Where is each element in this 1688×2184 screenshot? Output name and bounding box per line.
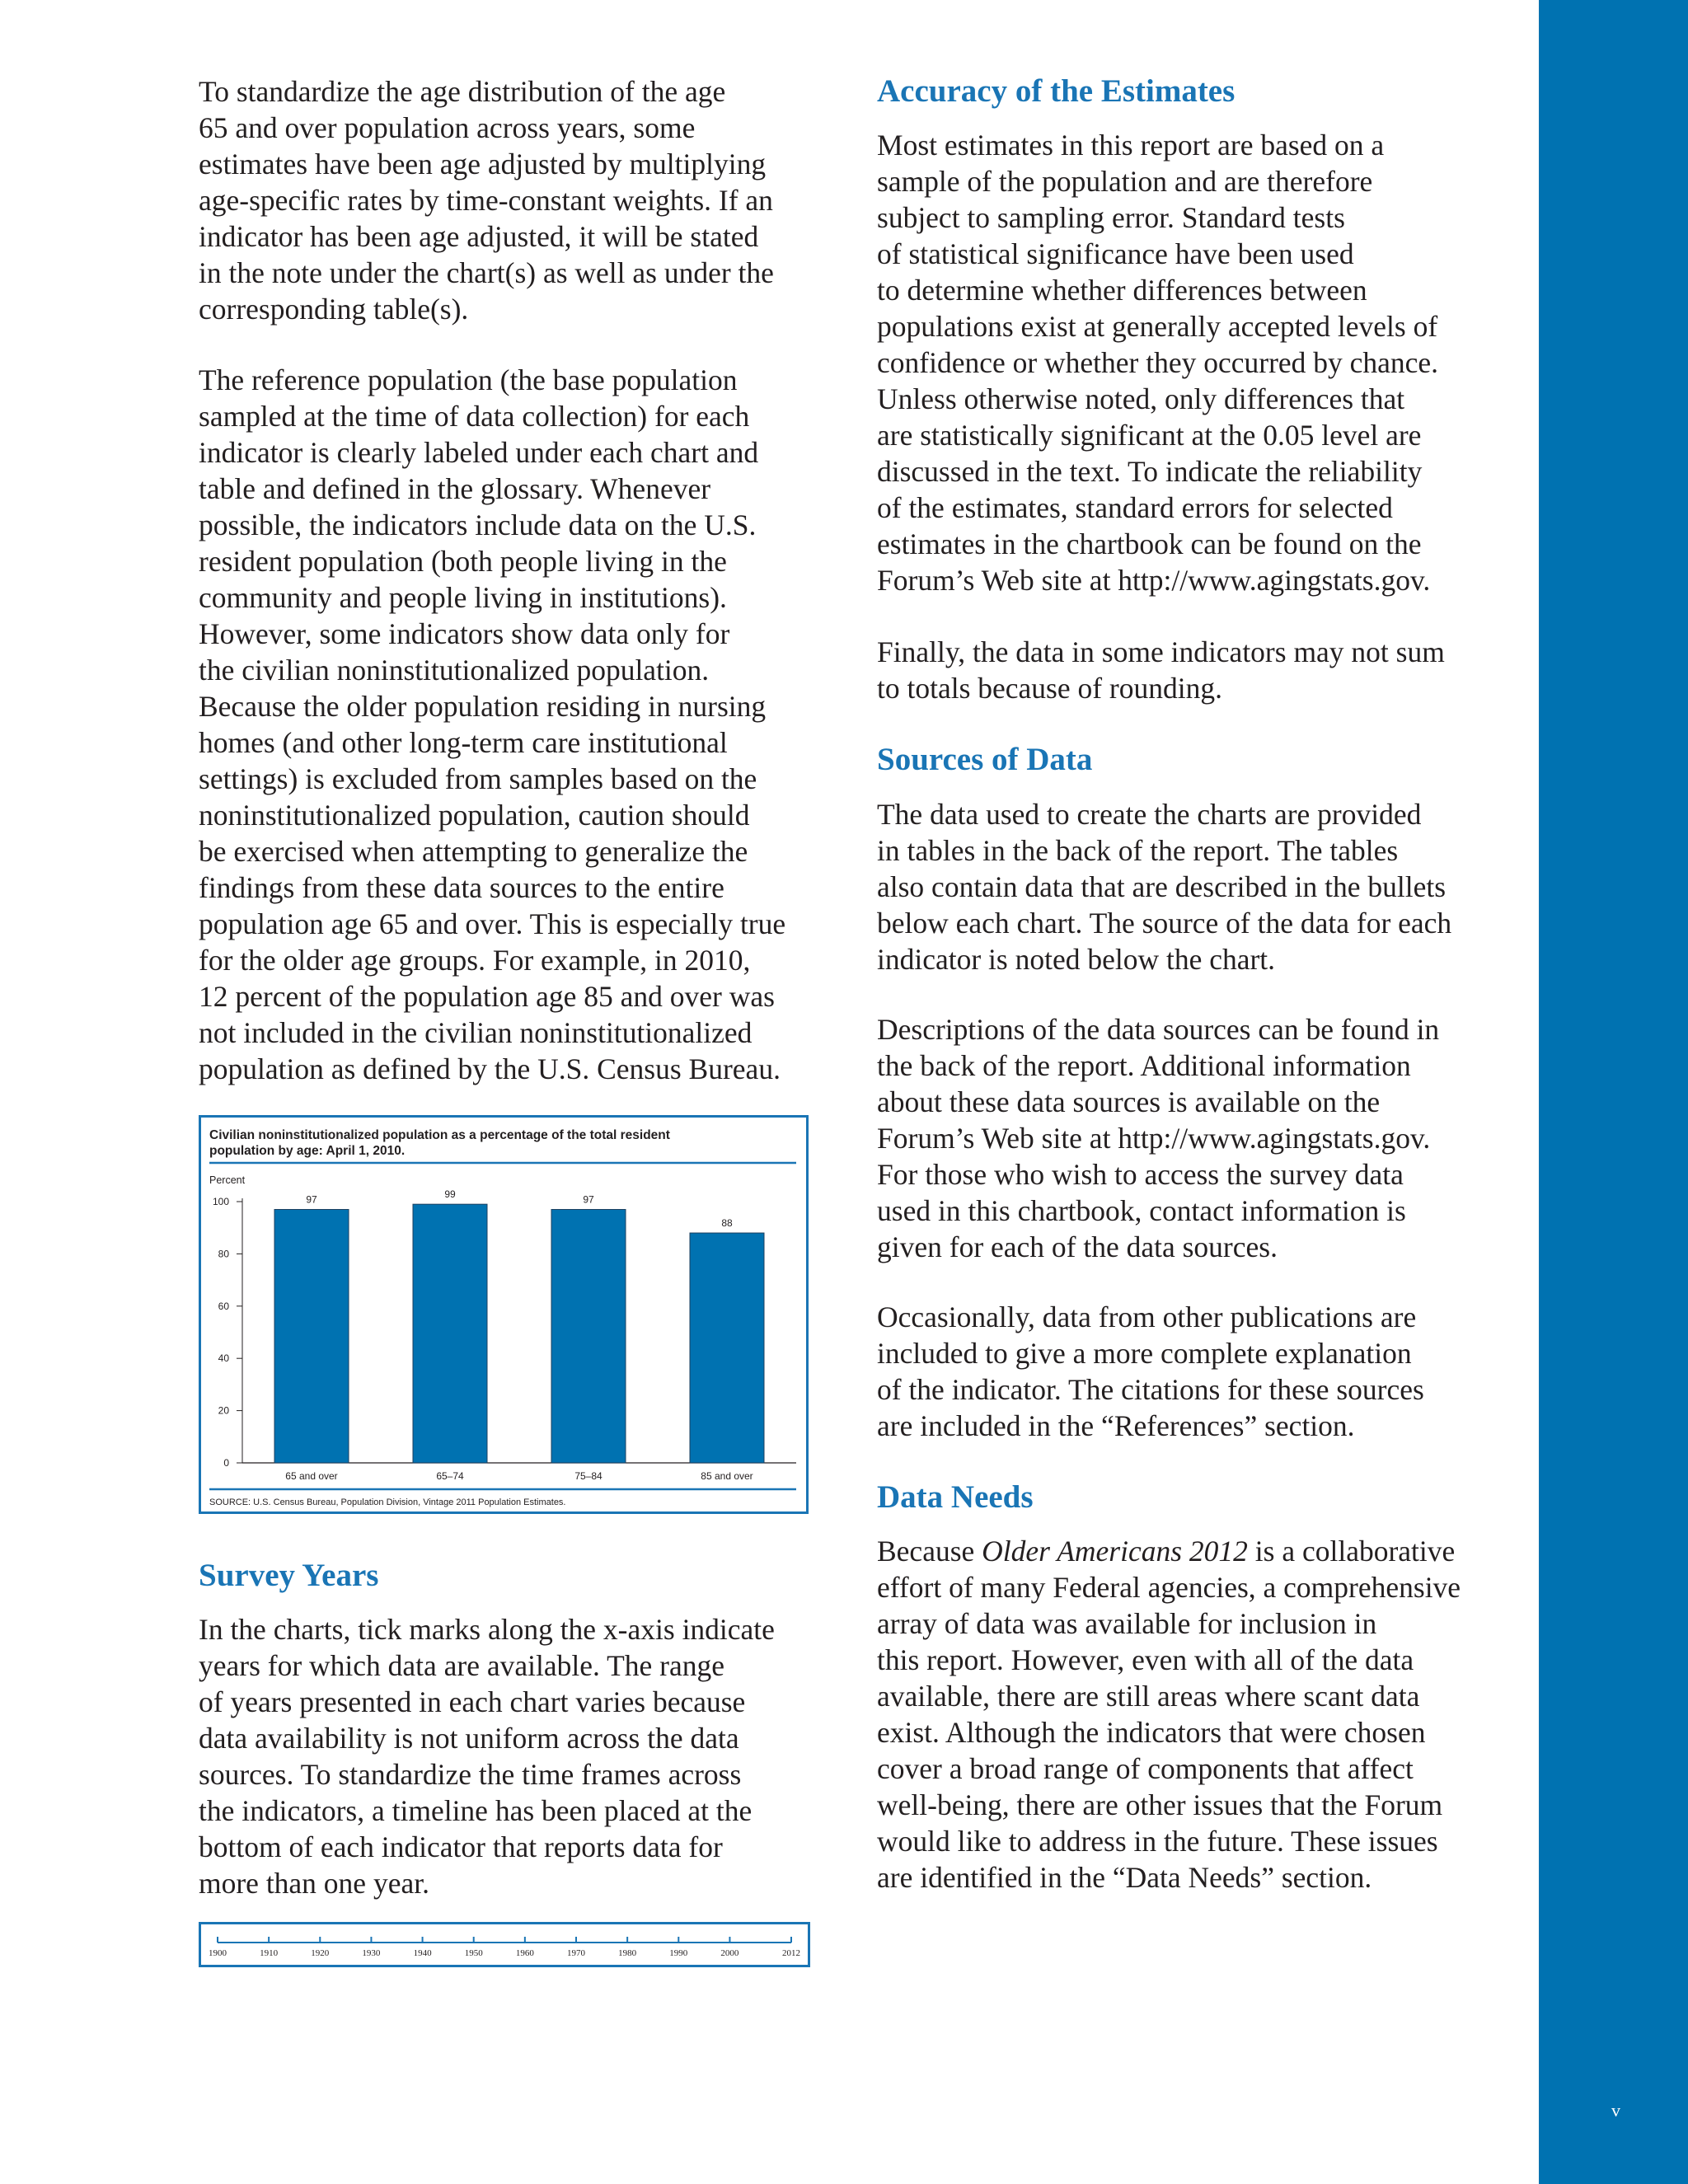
timeline-ticks <box>209 1937 800 1958</box>
chart-plot-area <box>213 1188 796 1482</box>
text-line: Finally, the data in some indicators may not sum <box>877 635 1445 668</box>
text-line: are identified in the “Data Needs” section. <box>877 1861 1372 1894</box>
text-line: indicator is noted below the chart. <box>877 943 1276 976</box>
x-category-label: 65 and over <box>285 1470 338 1482</box>
text-line: population age 65 and over. This is especially true <box>199 907 786 940</box>
text-line: Most estimates in this report are based on a <box>877 129 1385 162</box>
text-line: estimates in the chartbook can be found on the <box>877 527 1422 560</box>
sources-of-data-heading: Sources of Data <box>877 742 1093 777</box>
text-line: the back of the report. Additional information <box>877 1049 1411 1082</box>
bar-value-label: 99 <box>444 1188 456 1201</box>
y-tick-label: 100 <box>212 1196 229 1207</box>
text-line: noninstitutionalized population, caution should <box>199 799 750 832</box>
text-line: to determine whether differences between <box>877 274 1367 307</box>
text-line: included to give a more complete explanation <box>877 1337 1412 1370</box>
text-line: are statistically significant at the 0.05 level are <box>877 419 1422 452</box>
text-line: Occasionally, data from other publications are <box>877 1301 1417 1333</box>
text-line: data availability is not uniform across the data <box>199 1722 739 1755</box>
text-line: discussed in the text. To indicate the reliability <box>877 455 1423 488</box>
timeline-year-label: 1970 <box>567 1948 585 1958</box>
text-line: of years presented in each chart varies because <box>199 1685 746 1718</box>
accuracy-heading: Accuracy of the Estimates <box>877 73 1236 109</box>
timeline-year-label: 1930 <box>362 1948 381 1958</box>
text-line: of the estimates, standard errors for selected <box>877 491 1393 524</box>
text-line: settings) is excluded from samples based on the <box>199 762 757 795</box>
text-line: indicator has been age adjusted, it will be stated <box>199 220 759 253</box>
text-line: years for which data are available. The range <box>199 1649 725 1682</box>
text-line: also contain data that are described in the bullets <box>877 870 1447 903</box>
timeline-year-label: 2000 <box>720 1948 739 1958</box>
text-line: 65 and over population across years, some <box>199 111 696 144</box>
bar <box>690 1233 764 1463</box>
text-line: effort of many Federal agencies, a comprehensive <box>877 1571 1461 1604</box>
text-line: this report. However, even with all of the data <box>877 1643 1414 1676</box>
text-line: resident population (both people living in the <box>199 545 727 578</box>
text-line: are included in the “References” section. <box>877 1409 1355 1442</box>
bar <box>413 1204 487 1463</box>
x-category-label: 75–84 <box>574 1470 603 1482</box>
text-line: sampled at the time of data collection) for each <box>199 400 750 433</box>
text-line: bottom of each indicator that reports data for <box>199 1830 723 1863</box>
timeline-year-label: 1900 <box>209 1948 227 1958</box>
data-needs-first-line <box>877 1533 1461 1569</box>
text-line: corresponding table(s). <box>199 293 469 326</box>
text-line: exist. Although the indicators that were chosen <box>877 1716 1426 1749</box>
publication-title: Older Americans 2012 <box>982 1535 1248 1568</box>
timeline-year-label: 1940 <box>413 1948 432 1958</box>
bar <box>551 1210 626 1463</box>
survey-years-heading: Survey Years <box>199 1558 379 1593</box>
text-line: table and defined in the glossary. Whenever <box>199 472 711 505</box>
sources-paragraph-3 <box>877 1299 1424 1444</box>
bar-value-label: 97 <box>583 1193 594 1206</box>
sources-paragraph-2 <box>877 1011 1439 1265</box>
text-line: populations exist at generally accepted levels of <box>877 310 1438 343</box>
text-line: be exercised when attempting to generalize the <box>199 835 748 868</box>
text-line: The data used to create the charts are provided <box>877 798 1422 831</box>
text-line: However, some indicators show data only for <box>199 617 730 650</box>
sources-paragraph-1 <box>877 796 1451 977</box>
bar-chart-svg <box>201 1118 806 1511</box>
data-needs-paragraph <box>877 1533 1461 1896</box>
x-category-label: 85 and over <box>701 1470 753 1482</box>
blue-sidebar <box>1539 0 1688 2184</box>
timeline-year-label: 1990 <box>669 1948 688 1958</box>
text-line: available, there are still areas where scant data <box>877 1680 1420 1713</box>
text-line: cover a broad range of components that affect <box>877 1752 1414 1785</box>
text-line: Forum’s Web site at http://www.agingstats.gov. <box>877 1122 1431 1155</box>
text-line: not included in the civilian noninstitutionalized <box>199 1016 753 1049</box>
chart-source-note: SOURCE: U.S. Census Bureau, Population Division, Vintage 2011 Population Estimates. <box>209 1497 566 1507</box>
text-line: used in this chartbook, contact information is <box>877 1194 1406 1227</box>
timeline-year-label: 2012 <box>782 1948 800 1958</box>
text-line: would like to address in the future. These issues <box>877 1825 1438 1858</box>
text-line: in the note under the chart(s) as well as under the <box>199 256 774 289</box>
text-line: In the charts, tick marks along the x-axis indicate <box>199 1613 775 1646</box>
bar-value-label: 88 <box>721 1217 733 1230</box>
text-line: of the indicator. The citations for these sources <box>877 1373 1424 1406</box>
timeline-year-label: 1920 <box>311 1948 330 1958</box>
text-line: The reference population (the base population <box>199 363 738 396</box>
y-tick-label: 20 <box>218 1404 229 1417</box>
text-line: homes (and other long-term care institutional <box>199 726 728 759</box>
text-line: the indicators, a timeline has been placed at the <box>199 1794 753 1827</box>
text-line: indicator is clearly labeled under each chart and <box>199 436 759 469</box>
y-axis-label: Percent <box>209 1174 246 1186</box>
text-line: age-specific rates by time-constant weights. If an <box>199 184 773 217</box>
intro-paragraph-age-adjustment <box>199 73 774 327</box>
data-needs-heading: Data Needs <box>877 1479 1034 1515</box>
population-percentage-chart <box>199 1115 809 1514</box>
accuracy-paragraph <box>877 127 1438 598</box>
x-category-label: 65–74 <box>436 1470 464 1482</box>
page-number: v <box>1611 2100 1620 2121</box>
reference-population-paragraph <box>199 362 785 1087</box>
data-needs-first-line-pre: Because <box>877 1535 982 1568</box>
bar-value-label: 97 <box>306 1193 317 1206</box>
text-line: for the older age groups. For example, in 2010, <box>199 944 751 977</box>
timeline-year-label: 1960 <box>515 1948 534 1958</box>
y-tick-label: 40 <box>218 1352 229 1365</box>
y-tick-label: 0 <box>223 1457 229 1469</box>
timeline-year-label: 1910 <box>260 1948 279 1958</box>
chart-title-line-2: population by age: April 1, 2010. <box>209 1144 406 1158</box>
text-line: to totals because of rounding. <box>877 672 1222 705</box>
timeline-year-label: 1980 <box>618 1948 637 1958</box>
text-line: in tables in the back of the report. The tables <box>877 834 1399 867</box>
text-line: 12 percent of the population age 85 and over was <box>199 980 775 1013</box>
text-line: possible, the indicators include data on the U.S. <box>199 509 757 541</box>
text-line: of statistical significance have been used <box>877 237 1354 270</box>
survey-years-paragraph <box>199 1611 775 1901</box>
y-tick-label: 60 <box>218 1300 229 1312</box>
chart-title-line-1: Civilian noninstitutionalized population as a percentage of the total resident <box>209 1128 670 1142</box>
text-line: To standardize the age distribution of the age <box>199 75 726 108</box>
timeline-year-label: 1950 <box>464 1948 483 1958</box>
text-line: Unless otherwise noted, only differences that <box>877 382 1405 415</box>
text-line: community and people living in institutions). <box>199 581 727 614</box>
text-line: about these data sources is available on the <box>877 1085 1381 1118</box>
text-line: population as defined by the U.S. Census Bureau. <box>199 1052 781 1085</box>
bar <box>274 1210 349 1463</box>
text-line: Forum’s Web site at http://www.agingstats.gov. <box>877 564 1431 597</box>
text-line: given for each of the data sources. <box>877 1230 1278 1263</box>
timeline-graphic <box>199 1922 810 1967</box>
text-line: confidence or whether they occurred by chance. <box>877 346 1439 379</box>
y-tick-label: 80 <box>218 1248 229 1260</box>
text-line: findings from these data sources to the entire <box>199 871 724 904</box>
text-line: more than one year. <box>199 1867 429 1900</box>
data-needs-first-line-post: is a collaborative <box>1247 1535 1456 1568</box>
data-needs-remaining-lines <box>877 1569 1461 1896</box>
text-line: For those who wish to access the survey data <box>877 1158 1404 1191</box>
text-line: subject to sampling error. Standard tests <box>877 201 1345 234</box>
timeline-svg <box>201 1924 808 1965</box>
text-line: well-being, there are other issues that the Forum <box>877 1788 1443 1821</box>
rounding-paragraph <box>877 634 1445 706</box>
text-line: estimates have been age adjusted by multiplying <box>199 148 767 180</box>
text-line: array of data was available for inclusion in <box>877 1607 1377 1640</box>
text-line: the civilian noninstitutionalized population. <box>199 654 710 687</box>
text-line: below each chart. The source of the data for each <box>877 907 1452 940</box>
text-line: sample of the population and are therefore <box>877 165 1373 198</box>
text-line: Because the older population residing in nursing <box>199 690 767 723</box>
text-line: Descriptions of the data sources can be found in <box>877 1013 1440 1046</box>
text-line: sources. To standardize the time frames across <box>199 1758 742 1791</box>
